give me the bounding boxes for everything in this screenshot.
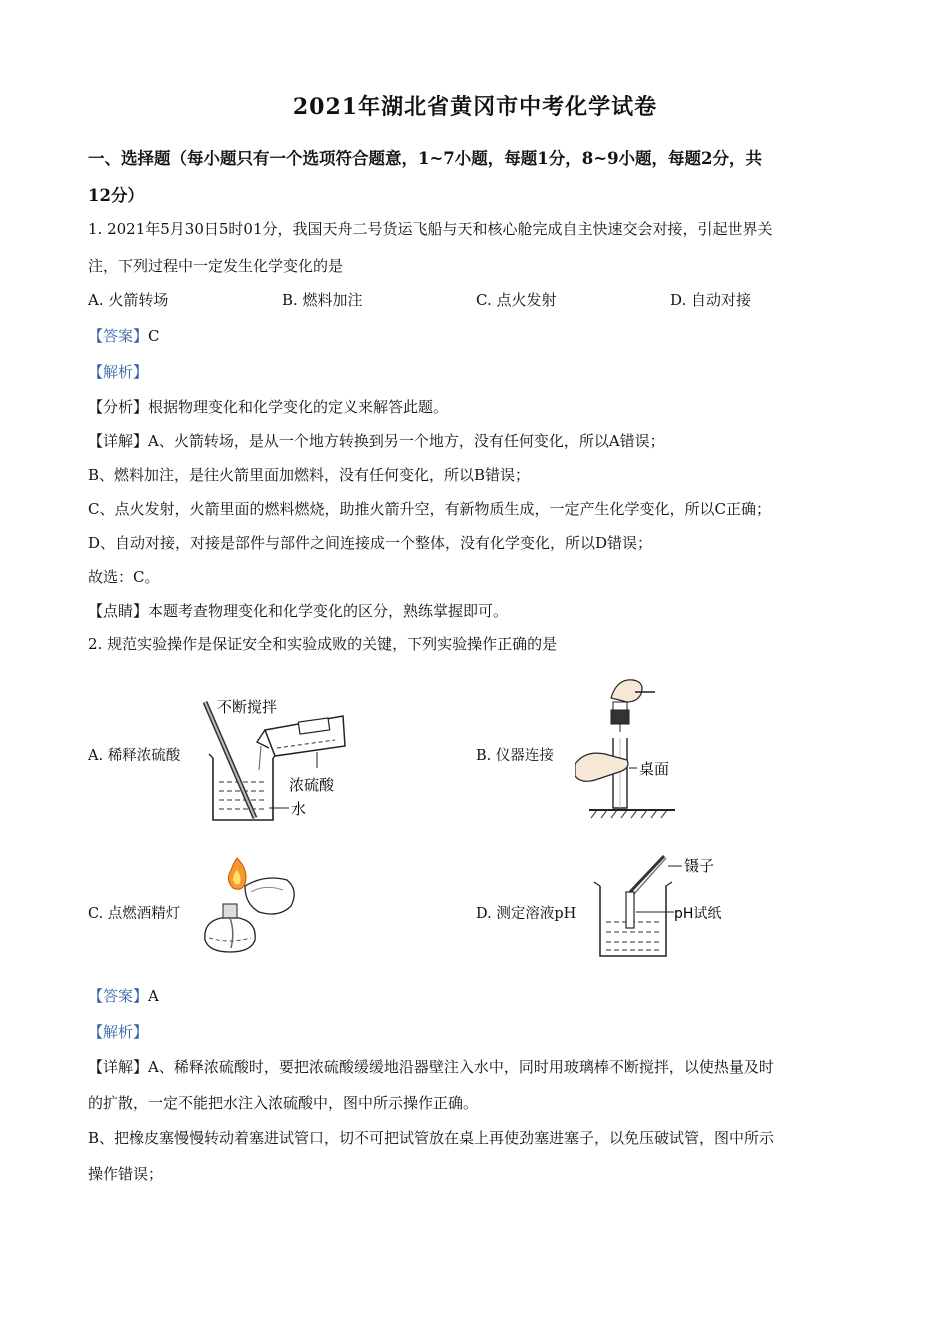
figure-instrument-connect [575,668,705,828]
q2-detail-a1 [88,1056,774,1077]
label-tweezers: 镊子 [684,857,715,875]
q2-detail-b1: B、把橡皮塞慢慢转动着塞进试管口，切不可把试管放在桌上再使劲塞进塞子，以免压破试管，图中所示 [88,1129,775,1147]
q1-stem-line1: 1. 2021年5月30日5时01分，我国天舟二号货运飞船与天和核心舱完成自主快速交会对接，引起世界关 [88,220,773,238]
q2-option-a: A. 稀释浓硫酸 [88,748,181,764]
q2-detail-a2: 的扩散，一定不能把水注入浓硫酸中，图中所示操作正确。 [88,1094,479,1112]
q1-choose: 故选：C。 [88,568,160,586]
answer-tag: 【答案】 [88,987,149,1005]
q1-detail-c: C、点火发射，火箭里面的燃料燃烧，助推火箭升空，有新物质生成，一定产生化学变化，所以C正确； [88,500,771,518]
label-ph-paper: pH试纸 [674,906,722,922]
q2-option-b: B. 仪器连接 [476,748,554,764]
analysis-text: 根据物理变化和化学变化的定义来解答此题。 [148,398,449,416]
q1-answer [88,325,160,346]
label-desk: 桌面 [639,760,670,778]
q1-option-c: C. 点火发射 [476,291,557,309]
analysis-tag: 【分析】 [88,398,149,416]
figure-alcohol-lamp [195,852,305,962]
q1-detail-a [88,430,665,451]
tip-text: 本题考查物理变化和化学变化的区分，熟练掌握即可。 [148,602,509,620]
answer-value: C [148,327,160,345]
q1-stem-line2: 注，下列过程中一定发生化学变化的是 [88,257,344,275]
q1-option-a: A. 火箭转场 [88,291,169,309]
q2-answer [88,985,159,1006]
label-stir: 不断搅拌 [217,698,278,716]
detail-tag: 【详解】 [88,1058,149,1076]
page-title: 2021年湖北省黄冈市中考化学试卷 [292,94,658,120]
q1-option-d: D. 自动对接 [670,291,752,309]
q1-detail-d: D、自动对接，对接是部件与部件之间连接成一个整体，没有化学变化，所以D错误； [88,534,653,552]
q1-option-b: B. 燃料加注 [282,291,363,309]
label-water: 水 [291,800,307,818]
detail-a1-text: A、稀释浓硫酸时，要把浓硫酸缓缓地沿器壁注入水中，同时用玻璃棒不断搅拌，以使热量及时 [148,1058,774,1076]
figure-measure-ph [590,852,740,962]
answer-value: A [148,987,159,1005]
detail-a-text: A、火箭转场，是从一个地方转换到另一个地方，没有任何变化，所以A错误； [148,432,665,450]
q2-option-d: D. 测定溶液pH [476,906,577,922]
figure-dilute-acid [195,690,355,830]
q1-detail-b: B、燃料加注，是往火箭里面加燃料，没有任何变化，所以B错误； [88,466,531,484]
section-heading-line2: 12分） [88,186,144,205]
label-acid: 浓硫酸 [289,776,335,794]
q2-option-c: C. 点燃酒精灯 [88,906,181,922]
q2-detail-b2: 操作错误； [88,1165,164,1183]
answer-tag: 【答案】 [88,327,149,345]
detail-tag: 【详解】 [88,432,149,450]
section-heading-line1: 一、选择题（每小题只有一个选项符合题意，1~7小题，每题1分，8~9小题，每题2分，共 [88,149,763,168]
q2-jiexi-tag: 【解析】 [88,1023,149,1041]
q2-stem: 2. 规范实验操作是保证安全和实验成败的关键，下列实验操作正确的是 [88,635,558,653]
q1-jiexi-tag: 【解析】 [88,363,149,381]
q1-analysis [88,396,448,417]
tip-tag: 【点睛】 [88,602,149,620]
q1-tip [88,600,508,621]
